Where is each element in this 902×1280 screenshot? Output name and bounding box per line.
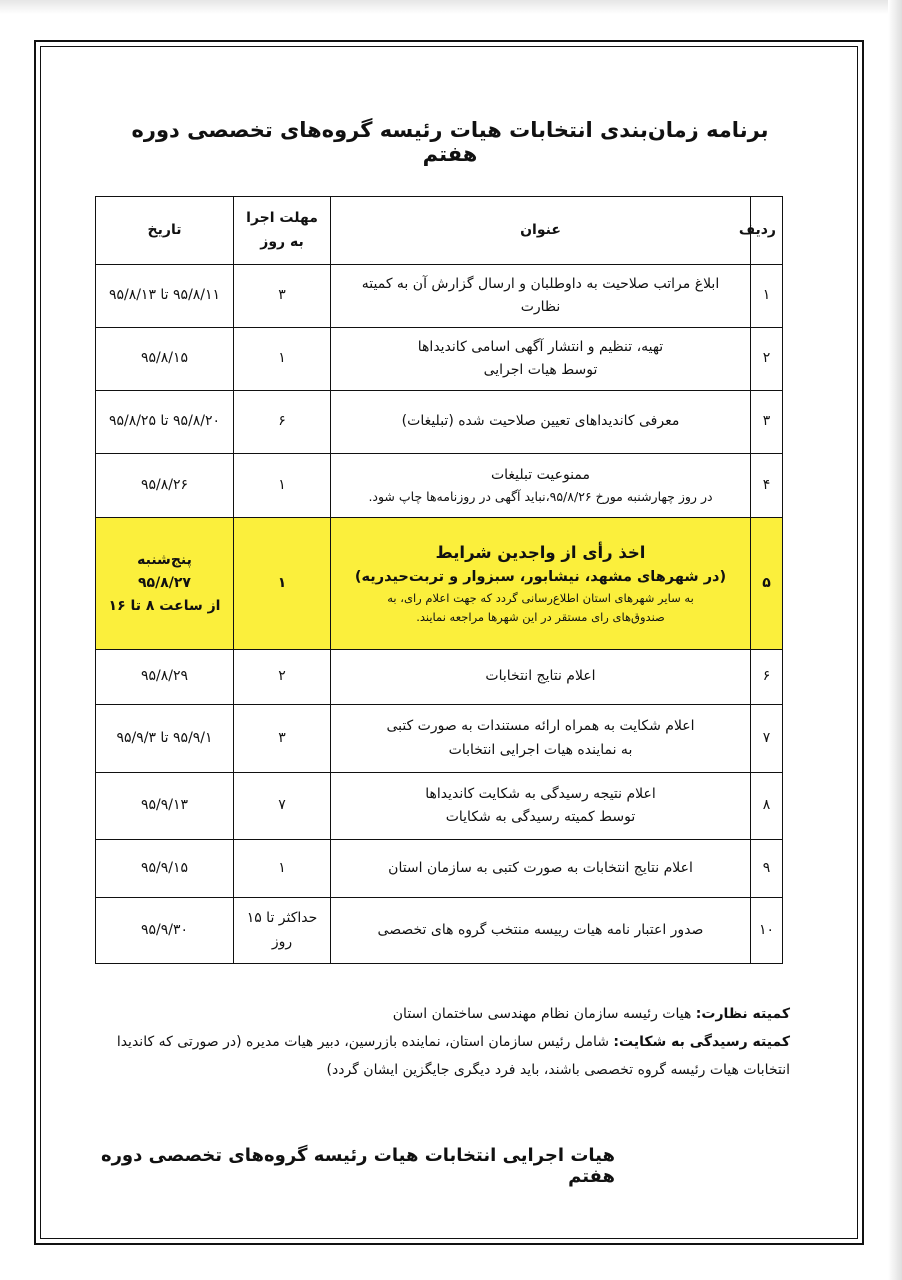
- row-duration: ۱: [234, 840, 331, 898]
- committees-note: [100, 1000, 790, 1084]
- complaint-committee: [100, 1028, 790, 1084]
- row-number: ۳: [751, 391, 783, 454]
- row-note: در روز چهارشنبه مورخ ۹۵/۸/۲۶،نباید آگهی در روزنامه‌ها چاپ شود.: [368, 488, 713, 504]
- row-date: [96, 518, 234, 650]
- row-title: [331, 454, 751, 518]
- header-title: عنوان: [331, 197, 751, 265]
- row-duration: ۳: [234, 265, 331, 328]
- row-title: [331, 650, 751, 705]
- table-row: [96, 265, 783, 328]
- row-number: ۷: [751, 705, 783, 773]
- row-duration: ۱: [234, 328, 331, 391]
- row-title-line: اعلام نتایج انتخابات به صورت کتبی به سازمان استان: [388, 859, 693, 876]
- voting-date: ۹۵/۸/۲۷: [138, 574, 191, 591]
- row-title-line: توسط کمیته رسیدگی به شکایات: [445, 809, 636, 825]
- table-header-row: [96, 197, 783, 265]
- row-title: [331, 328, 751, 391]
- row-title: [331, 265, 751, 328]
- row-title-line: اعلام نتیجه رسیدگی به شکایت کاندیداها: [425, 785, 656, 802]
- row-date: ۹۵/۹/۳۰: [96, 898, 234, 964]
- scan-right-edge: [888, 0, 902, 1280]
- row-number: ۲: [751, 328, 783, 391]
- row-number: ۵: [751, 518, 783, 650]
- row-number: ۴: [751, 454, 783, 518]
- voting-title: اخذ رأی از واجدین شرایط: [435, 542, 646, 562]
- document-title: برنامه زمان‌بندی انتخابات هیات رئیسه گروه‌های تخصصی دوره هفتم: [131, 118, 769, 166]
- voting-hours: از ساعت ۸ تا ۱۶: [108, 598, 221, 615]
- row-title-line: اعلام شکایت به همراه ارائه مستندات به صورت کتبی: [386, 718, 695, 735]
- row-title: [331, 391, 751, 454]
- row-title-line: نظارت: [520, 299, 561, 315]
- table-row: [96, 705, 783, 773]
- row-title-line: اعلام نتایج انتخابات: [485, 668, 596, 685]
- table-row: [96, 454, 783, 518]
- row-title-line: ممنوعیت تبلیغات: [490, 466, 590, 483]
- row-title: [331, 705, 751, 773]
- supervision-committee: [100, 1000, 790, 1028]
- row-duration: حداکثر تا ۱۵ روز: [234, 898, 331, 964]
- row-title-line: معرفی کاندیداهای تعیین صلاحیت شده (تبلیغات): [401, 413, 680, 430]
- row-number: ۱۰: [751, 898, 783, 964]
- row-title-line: صدور اعتبار نامه هیات رییسه منتخب گروه های تخصصی: [377, 921, 704, 938]
- highlighted-row: [96, 518, 783, 650]
- row-title-line: تهیه، تنظیم و انتشار آگهی اسامی کاندیداها: [417, 338, 664, 355]
- row-date: ۹۵/۸/۲۶: [96, 454, 234, 518]
- complaint-committee-text: شامل رئیس سازمان استان، نماینده بازرسین، دبیر هیات مدیره (در صورتی که کاندیدا انتخابات هیات رئیسه گروه تخصصی باشند، باید فرد دیگری جایگزین ایشان گردد): [116, 1034, 790, 1078]
- row-title-line: توسط هیات اجرایی: [483, 362, 598, 378]
- row-title: [331, 518, 751, 650]
- voting-note-line: به سایر شهرهای استان اطلاع‌رسانی گردد که جهت اعلام رای، به: [387, 591, 694, 606]
- row-title-line: ابلاغ مراتب صلاحیت به داوطلبان و ارسال گزارش آن به کمیته: [361, 275, 720, 292]
- row-title: [331, 898, 751, 964]
- row-duration: ۱: [234, 454, 331, 518]
- row-date: ۹۵/۸/۱۱ تا ۹۵/۸/۱۳: [96, 265, 234, 328]
- signature: هیات اجرایی انتخابات هیات رئیسه گروه‌های تخصصی دوره هفتم: [100, 1145, 615, 1187]
- row-number: ۱: [751, 265, 783, 328]
- voting-note-line: صندوق‌های رای مستقر در این شهرها مراجعه نمایند.: [416, 610, 665, 625]
- row-date: ۹۵/۹/۱ تا ۹۵/۹/۳: [96, 705, 234, 773]
- table-row: [96, 328, 783, 391]
- row-date: ۹۵/۹/۱۵: [96, 840, 234, 898]
- row-duration: ۲: [234, 650, 331, 705]
- row-date: ۹۵/۸/۲۰ تا ۹۵/۸/۲۵: [96, 391, 234, 454]
- row-title-line: به نماینده هیات اجرایی انتخابات: [448, 741, 633, 758]
- complaint-committee-label: کمیته رسیدگی به شکایت:: [613, 1034, 790, 1050]
- table-row: [96, 773, 783, 840]
- row-duration: ۶: [234, 391, 331, 454]
- row-number: ۶: [751, 650, 783, 705]
- table-row: [96, 898, 783, 964]
- row-duration: ۳: [234, 705, 331, 773]
- row-date: ۹۵/۸/۲۹: [96, 650, 234, 705]
- voting-day: پنج‌شنبه: [137, 551, 192, 568]
- table-row: [96, 391, 783, 454]
- supervision-committee-text: هیات رئیسه سازمان نظام مهندسی ساختمان استان: [392, 1006, 696, 1022]
- row-title: [331, 840, 751, 898]
- row-date: ۹۵/۸/۱۵: [96, 328, 234, 391]
- header-row-number: ردیف: [751, 197, 783, 265]
- table-row: [96, 650, 783, 705]
- row-date: ۹۵/۹/۱۳: [96, 773, 234, 840]
- row-duration: ۱: [234, 518, 331, 650]
- header-date: تاریخ: [96, 197, 234, 265]
- row-number: ۸: [751, 773, 783, 840]
- row-duration: ۷: [234, 773, 331, 840]
- voting-cities: (در شهرهای مشهد، نیشابور، سبزوار و تربت‌حیدریه): [354, 569, 727, 586]
- row-title: [331, 773, 751, 840]
- header-duration: مهلت اجرا به روز: [234, 197, 331, 265]
- row-number: ۹: [751, 840, 783, 898]
- scan-top-edge: [0, 0, 902, 14]
- supervision-committee-label: کمیته نظارت:: [695, 1006, 790, 1022]
- schedule-table: [95, 196, 783, 964]
- table-row: [96, 840, 783, 898]
